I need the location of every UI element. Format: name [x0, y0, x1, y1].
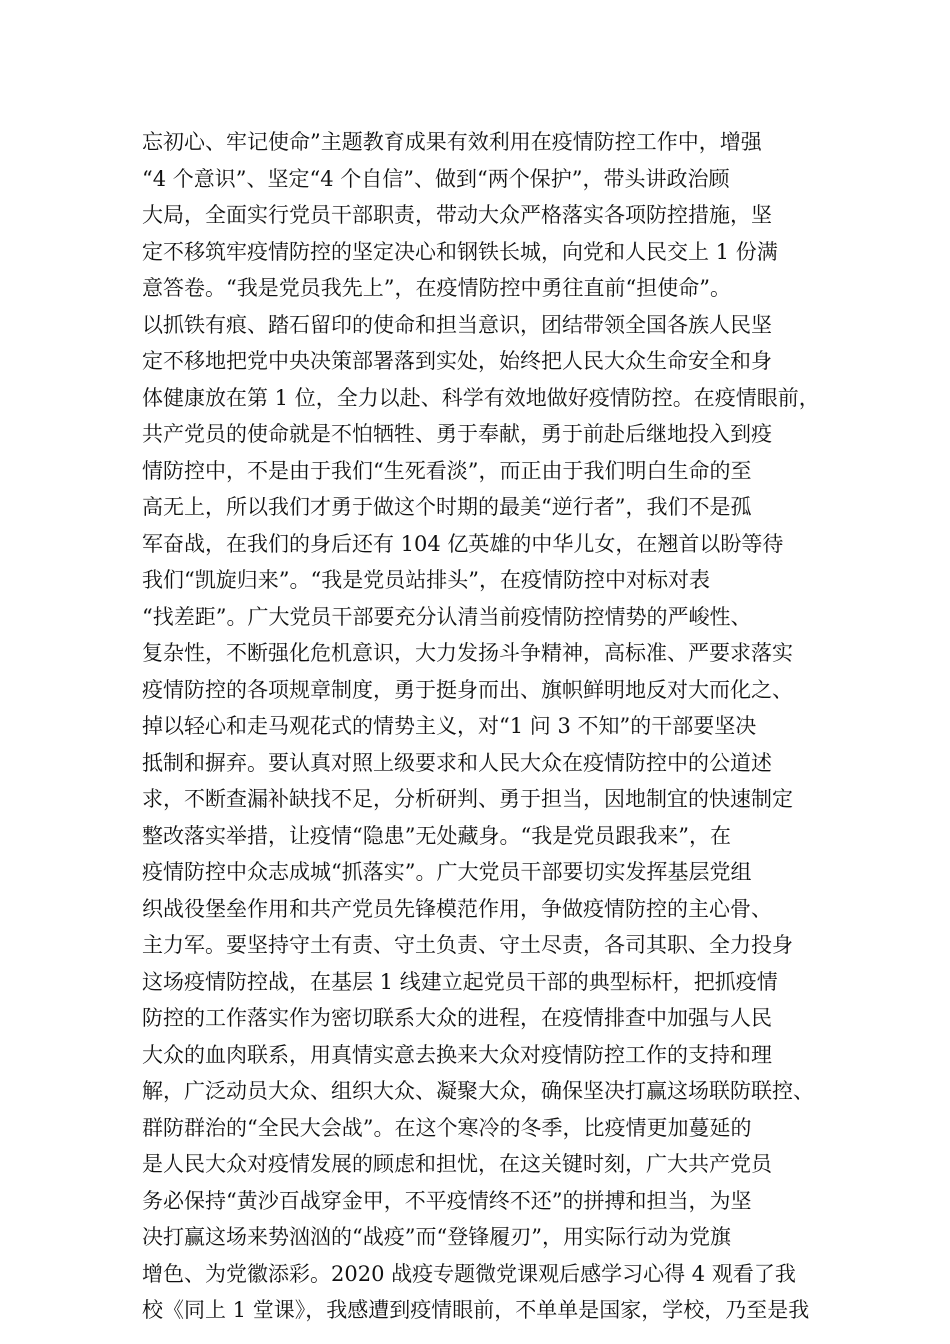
text-line: “4 个意识”、坚定“4 个自信”、做到“两个保护”，带头讲政治顾: [142, 166, 730, 191]
text-line: 抵制和摒弃。要认真对照上级要求和人民大众在疫情防控中的公道述: [142, 750, 772, 775]
text-line: 疫情防控中众志成城“抓落实”。广大党员干部要切实发挥基层党组: [142, 860, 752, 884]
text-line: 共产党员的使命就是不怕牺牲、勇于奉献，勇于前赴后继地投入到疫: [142, 422, 772, 446]
text-line: 定不移地把党中央决策部署落到实处，始终把人民大众生命安全和身: [142, 349, 772, 373]
body-text: [142, 124, 822, 1329]
text-line: 是人民大众对疫情发展的顾虑和担忧，在这关键时刻，广大共产党员: [142, 1152, 772, 1176]
text-line: “找差距”。广大党员干部要充分认清当前疫情防控情势的严峻性、: [142, 604, 752, 629]
text-line: 校《同上 1 堂课》，我感遭到疫情眼前，不单单是国家，学校，乃至是我: [142, 1298, 810, 1322]
text-line: 整改落实举措，让疫情“隐患”无处藏身。“我是党员跟我来”，在: [142, 823, 731, 848]
text-line: 大众的血肉联系，用真情实意去换来大众对疫情防控工作的支持和理: [142, 1042, 772, 1067]
text-line: 主力军。要坚持守土有责、守土负责、守土尽责，各司其职、全力投身: [142, 933, 793, 957]
text-line: 我们“凯旋归来”。“我是党员站排头”，在疫情防控中对标对表: [142, 568, 710, 592]
text-line: 掉以轻心和走马观花式的情势主义，对“1 问 3 不知”的干部要坚决: [142, 714, 757, 738]
text-line: 增色、为党徽添彩。2020 战疫专题微党课观后感学习心得 4 观看了我: [142, 1261, 796, 1286]
text-line: 体健康放在第 1 位，全力以赴、科学有效地做好疫情防控。在疫情眼前，: [142, 385, 820, 410]
text-line: 大局，全面实行党员干部职责，带动大众严格落实各项防控措施，坚: [142, 203, 772, 227]
text-line: 忘初心、牢记使命”主题教育成果有效利用在疫情防控工作中，增强: [142, 130, 762, 154]
text-line: 定不移筑牢疫情防控的坚定决心和钢铁长城，向党和人民交上 1 份满: [142, 239, 778, 264]
text-line: 务必保持“黄沙百战穿金甲，不平疫情终不还”的拼搏和担当，为坚: [142, 1188, 752, 1213]
text-line: 高无上，所以我们才勇于做这个时期的最美“逆行者”，我们不是孤: [142, 495, 752, 519]
text-line: 求，不断查漏补缺找不足，分析研判、勇于担当，因地制宜的快速制定: [142, 787, 793, 811]
text-line: 解，广泛动员大众、组织大众、凝聚大众，确保坚决打赢这场联防联控、: [142, 1079, 814, 1103]
text-line: 这场疫情防控战，在基层 1 线建立起党员干部的典型标杆，把抓疫情: [142, 969, 778, 994]
text-line: 群防群治的“全民大会战”。在这个寒冷的冬季，比疫情更加蔓延的: [142, 1115, 752, 1140]
text-line: 疫情防控的各项规章制度，勇于挺身而出、旗帜鲜明地反对大而化之、: [142, 677, 793, 702]
text-line: 防控的工作落实作为密切联系大众的进程，在疫情排查中加强与人民: [142, 1006, 772, 1030]
text-line: 决打赢这场来势汹汹的“战疫”而“登锋履刃”，用实际行动为党旗: [142, 1225, 731, 1249]
text-line: 织战役堡垒作用和共产党员先锋模范作用，争做疫情防控的主心骨、: [142, 896, 772, 921]
text-line: 意答卷。“我是党员我先上”，在疫情防控中勇往直前“担使命”。: [142, 276, 731, 300]
text-line: 情防控中，不是由于我们“生死看淡”，而正由于我们明白生命的至: [142, 458, 752, 483]
text-line: 以抓铁有痕、踏石留印的使命和担当意识，团结带领全国各族人民坚: [142, 312, 772, 337]
text-line: 军奋战，在我们的身后还有 104 亿英雄的中华儿女，在翘首以盼等待: [142, 531, 784, 556]
text-line: 复杂性，不断强化危机意识，大力发扬斗争精神，高标准、严要求落实: [142, 641, 793, 665]
